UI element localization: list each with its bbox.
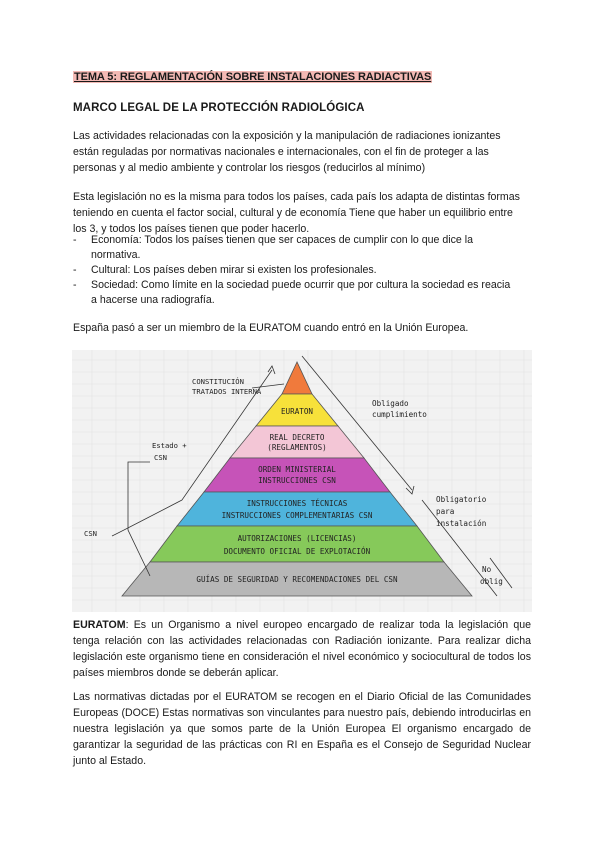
tier-label: EURATON — [280, 407, 314, 416]
annotation-tratados: TRATADOS INTERNA — [192, 387, 262, 396]
tier-label: INSTRUCCIONES CSN — [258, 476, 336, 485]
annotation-no: No — [482, 565, 492, 574]
pyramid-tier-autorizaciones — [150, 526, 444, 562]
euratom-definition-text: : Es un Organismo a nivel europeo encargado de realizar toda la legislación que tenga relación con las actividades relacionadas con Radiación ionizante. Para realizar dicha legislación este organismo tiene en consideración el nivel económico y sociocultural de todos los países miembros donde se deberán aplicar. — [73, 619, 531, 679]
tier-label: INSTRUCCIONES TÉCNICAS — [246, 499, 348, 508]
annotation-obligatorio: Obligatorio — [436, 495, 487, 504]
euratom-entry-paragraph: España pasó a ser un miembro de la EURATOM cuando entró en la Unión Europea. — [73, 322, 469, 334]
annotation-obligado: Obligado — [372, 399, 409, 408]
list-item: - Cultural: Los países deben mirar si existen los profesionales. — [73, 263, 518, 278]
list-item: - Sociedad: Como límite en la sociedad puede ocurrir que por cultura la sociedad es reacia a hacerse una radiografía. — [73, 278, 518, 308]
annotation-estado: Estado + — [152, 441, 187, 450]
tier-label: ORDEN MINISTERIAL — [258, 465, 336, 474]
page-title: TEMA 5: REGLAMENTACIÓN SOBRE INSTALACIONES RADIACTIVAS — [74, 71, 432, 83]
doce-paragraph: Las normativas dictadas por el EURATOM se recogen en el Diario Oficial de las Comunidades Europeas (DOCE) Estas normativas son vinculantes para nuestro país, debiendo introducirlas en nuestra legislación ya que somos parte de la Unión Europea El organismo encargado de garantizar la seguridad de las prácticas con RI en España es el Consejo de Seguridad Nuclear junto al Estado. — [73, 691, 531, 767]
annotation-instalacion: instalación — [436, 519, 487, 528]
annotation-constitucion: CONSTITUCIÓN — [192, 377, 244, 386]
annotation-para: para — [436, 507, 455, 516]
section-heading: MARCO LEGAL DE LA PROTECCIÓN RADIOLÓGICA — [73, 102, 365, 114]
factor-list — [73, 233, 518, 308]
pyramid-tier-instrucciones-tecnicas — [177, 492, 417, 526]
intro-paragraph: Las actividades relacionadas con la exposición y la manipulación de radiaciones ionizantes están reguladas por normativas nacionales e internacionales, con el fin de proteger a las personas y al medio ambiente y controlar los riesgos (reducirlos al mínimo) — [73, 130, 501, 174]
legal-pyramid-figure — [72, 350, 532, 612]
pyramid-tier-real-decreto — [230, 426, 364, 458]
annotation-csn: CSN — [84, 529, 97, 538]
tier-label: AUTORIZACIONES (LICENCIAS) — [237, 534, 357, 543]
tier-label: INSTRUCCIONES COMPLEMENTARIAS CSN — [221, 511, 373, 520]
tier-label: (REGLAMENTOS) — [267, 443, 327, 452]
tier-label: DOCUMENTO OFICIAL DE EXPLOTACIÓN — [223, 547, 371, 556]
tier-label: REAL DECRETO — [269, 433, 325, 442]
euratom-definition-paragraph — [73, 617, 531, 681]
annotation-oblig: oblig — [480, 577, 503, 586]
pyramid-tier-orden-ministerial — [204, 458, 390, 492]
annotation-cumplimiento: cumplimiento — [372, 410, 427, 419]
legal-pyramid-drawing — [72, 350, 532, 612]
euratom-term: EURATOM — [73, 619, 126, 631]
list-item: - Economía: Todos los países tienen que ser capaces de cumplir con lo que dice la normativa. — [73, 233, 518, 263]
pyramid-tier-constitucion — [282, 362, 312, 394]
legislation-paragraph: Esta legislación no es la misma para todos los países, cada país los adapta de distintas formas teniendo en cuenta el factor social, cultural y de economía Tiene que haber un equilibrio entre los 3, y todos los países tienen que poder hacerlo. — [73, 191, 520, 235]
tier-label: GUÍAS DE SEGURIDAD Y RECOMENDACIONES DEL CSN — [196, 575, 398, 584]
annotation-estado-csn: CSN — [154, 453, 167, 462]
